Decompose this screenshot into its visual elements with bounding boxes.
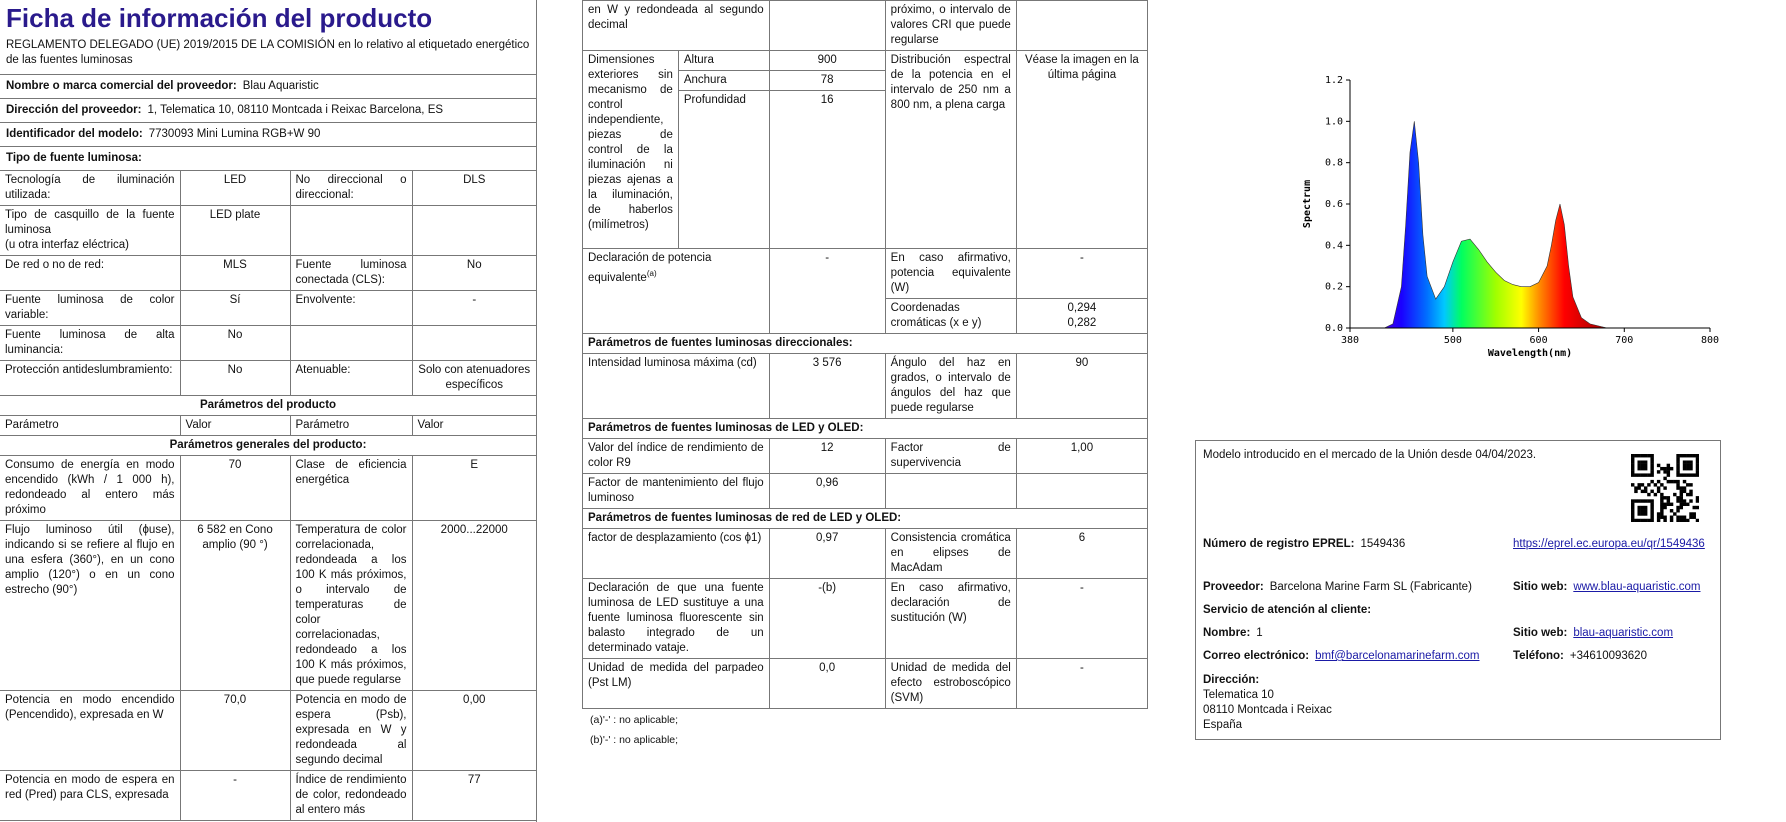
table-row — [0, 521, 536, 691]
table-cell: Factor de mantenimiento del flujo luminoso — [583, 473, 770, 508]
table-cell: 2000...22000 — [412, 521, 536, 691]
table-cell: MLS — [180, 256, 290, 291]
page-title: Ficha de información del producto — [6, 3, 433, 33]
eprel-service-heading: Servicio de atención al cliente: — [1203, 604, 1372, 616]
table-cell: Consumo de energía en modo encendido (kWh / 1 000 h), redondeado al entero más próximo — [0, 456, 180, 521]
table-cell: Clase de eficiencia energética — [290, 456, 412, 521]
table-cell: 0,0 — [769, 658, 885, 708]
table-row — [0, 771, 536, 821]
y-tick-label: 0.0 — [1324, 323, 1343, 334]
equivalent-power-row: Declaración de potencia equivalente$^{(a)}$ - En caso afirmativo, potencia equivalente (W) - — [583, 248, 1148, 298]
table-cell: Tecnología de iluminación utilizada: — [0, 171, 180, 206]
x-tick-label: 600 — [1529, 335, 1548, 346]
table-cell: factor de desplazamiento (cos ϕ1) — [583, 528, 770, 578]
eprel-qr-link[interactable]: https://eprel.ec.europa.eu/qr/1549436 — [1513, 538, 1705, 550]
table-cell — [412, 206, 536, 256]
table-cell — [885, 473, 1016, 508]
chromaticity-row: Coordenadas cromáticas (x e y) 0,294 0,282 — [583, 298, 1148, 333]
table-cell: Protección antideslumbramiento: — [0, 361, 180, 396]
table-cell: 0,97 — [769, 528, 885, 578]
dimensions-row: Dimensiones exteriores sin mecanismo de control independiente, piezas de control de la iluminación ni piezas ajenas a la iluminación, de haberlos (milímetros) Altura 900 Distribución espectral de la potencia en el intervalo de 250 nm a 800 nm, a plena carga Véase la imagen en la última página — [583, 51, 1148, 71]
y-axis-label: Spectrum — [1302, 179, 1313, 229]
email-link[interactable]: bmf@barcelonamarinefarm.com — [1315, 650, 1480, 662]
y-tick-label: 0.6 — [1324, 199, 1343, 210]
product-info-sheet-middle — [582, 0, 1148, 751]
table-cell: - — [412, 291, 536, 326]
spectrum-chart-svg — [1290, 60, 1760, 390]
table-row — [0, 206, 536, 256]
table-cell: DLS — [412, 171, 536, 206]
table-cell: LED plate — [180, 206, 290, 256]
directional-row: Intensidad luminosa máxima (cd) 3 576 Ángulo del haz en grados, o intervalo de ángulos del haz que puede regularse 90 — [583, 353, 1148, 418]
supplier-row: Nombre o marca comercial del proveedor: Blau Aquaristic — [0, 75, 536, 99]
eprel-phone: Teléfono: +34610093620 — [1513, 650, 1647, 662]
table-cell: De red o no de red: — [0, 256, 180, 291]
table-cell: 77 — [412, 771, 536, 821]
x-tick-label: 380 — [1340, 335, 1360, 346]
table-cell: LED — [180, 171, 290, 206]
middle-parameters-table — [582, 0, 1148, 709]
eprel-registration: Número de registro EPREL: 1549436 — [1203, 538, 1406, 550]
table-cell: 6 582 en Cono amplio (90 °) — [180, 521, 290, 691]
table-cell — [290, 206, 412, 256]
table-row — [583, 473, 1148, 508]
led-title-row: Parámetros de fuentes luminosas de LED y OLED: — [583, 418, 1148, 438]
table-cell: Temperatura de color correlacionada, redondeada a los 100 K más próximos, o intervalo de temperaturas de color correlacionadas, redondeado a los 100 K más próximos, que puede regularse — [290, 521, 412, 691]
table-cell: Potencia en modo de espera en red (Pred) para CLS, expresada — [0, 771, 180, 821]
table-cell: 70 — [180, 456, 290, 521]
eprel-address: Dirección: Telematica 10 08110 Montcada i Reixac España — [1203, 674, 1332, 731]
table-row — [583, 528, 1148, 578]
eprel-website: Sitio web: www.blau-aquaristic.com — [1513, 581, 1701, 593]
table-cell: Solo con atenuadores específicos — [412, 361, 536, 396]
table-cell: Unidad de medida del efecto estroboscópico (SVM) — [885, 658, 1016, 708]
table-cell: 70,0 — [180, 691, 290, 771]
table-cell: Valor del índice de rendimiento de color R9 — [583, 438, 770, 473]
x-axis-label: Wavelength(nm) — [1487, 348, 1573, 359]
model-row: Identificador del modelo: 7730093 Mini Lumina RGB+W 90 — [0, 123, 536, 147]
x-tick-label: 800 — [1700, 335, 1720, 346]
table-cell: 1,00 — [1016, 438, 1147, 473]
footnote-a: (a)'-' : no aplicable; — [590, 713, 679, 726]
table-cell: No — [180, 326, 290, 361]
table-row — [583, 658, 1148, 708]
service-website-link[interactable]: blau-aquaristic.com — [1573, 627, 1674, 639]
table-row — [583, 438, 1148, 473]
table-cell — [1016, 473, 1147, 508]
table-row — [0, 171, 536, 206]
table-cell — [412, 326, 536, 361]
general-params-title-row: Parámetros generales del producto: — [0, 436, 536, 456]
table-cell: Potencia en modo encendido (Pencendido), expresada en W — [0, 691, 180, 771]
params-title-row: Parámetros del producto — [0, 396, 536, 416]
table-cell: Unidad de medida del parpadeo (Pst LM) — [583, 658, 770, 708]
type-heading: Tipo de fuente luminosa: — [6, 152, 142, 164]
table-cell: 12 — [769, 438, 885, 473]
y-tick-label: 1.0 — [1324, 116, 1343, 128]
spectrum-chart — [1290, 60, 1760, 390]
table-cell: 0,96 — [769, 473, 885, 508]
table-cell — [290, 326, 412, 361]
table-cell: - — [1016, 658, 1147, 708]
table-cell: 6 — [1016, 528, 1147, 578]
table-cell: - — [180, 771, 290, 821]
eprel-service-website: Sitio web: blau-aquaristic.com — [1513, 627, 1674, 639]
table-cell: No direccional o direccional: — [290, 171, 412, 206]
regulation-text: REGLAMENTO DELEGADO (UE) 2019/2015 DE LA COMISIÓN en lo relativo al etiquetado energético de las fuentes luminosas — [0, 34, 536, 75]
eprel-provider: Proveedor: Barcelona Marine Farm SL (Fabricante) — [1203, 581, 1472, 593]
y-tick-label: 0.8 — [1324, 157, 1343, 169]
dimension-depth-row: Profundidad 16 — [583, 91, 1148, 111]
eprel-box — [1195, 440, 1721, 740]
table-cell: Factor de supervivencia — [885, 438, 1016, 473]
table-row — [583, 578, 1148, 658]
product-info-sheet-left — [0, 0, 537, 822]
website-link[interactable]: www.blau-aquaristic.com — [1573, 581, 1701, 593]
dimension-width-row: Anchura 78 — [583, 71, 1148, 91]
x-tick-label: 700 — [1615, 335, 1634, 346]
table-cell: Índice de rendimiento de color, redondeado al entero más — [290, 771, 412, 821]
table-cell: Declaración de que una fuente luminosa de LED sustituye a una fuente luminosa fluorescente sin balasto integrado de un determinado vataje. — [583, 578, 770, 658]
table-row — [0, 691, 536, 771]
table-row: en W y redondeada al segundo decimal próximo, o intervalo de valores CRI que puede regularse — [583, 1, 1148, 51]
eprel-contact-name: Nombre: 1 — [1203, 627, 1263, 639]
table-row — [0, 456, 536, 521]
table-cell: Fuente luminosa conectada (CLS): — [290, 256, 412, 291]
y-tick-label: 0.2 — [1324, 281, 1343, 293]
table-row — [0, 256, 536, 291]
table-cell: Atenuable: — [290, 361, 412, 396]
table-cell: No — [412, 256, 536, 291]
table-cell: Sí — [180, 291, 290, 326]
table-cell: Fuente luminosa de color variable: — [0, 291, 180, 326]
table-cell: E — [412, 456, 536, 521]
table-cell: Consistencia cromática en elipses de MacAdam — [885, 528, 1016, 578]
directional-title-row: Parámetros de fuentes luminosas direccionales: — [583, 333, 1148, 353]
address-row: Dirección del proveedor: 1, Telematica 10, 08110 Montcada i Reixac Barcelona, ES — [0, 99, 536, 123]
eprel-email: Correo electrónico: bmf@barcelonamarinefarm.com — [1203, 650, 1480, 662]
table-cell: Tipo de casquillo de la fuente luminosa (u otra interfaz eléctrica) — [0, 206, 180, 256]
qr-code-icon[interactable] — [1631, 454, 1699, 522]
table-cell: No — [180, 361, 290, 396]
table-cell: -(b) — [769, 578, 885, 658]
y-tick-label: 1.2 — [1324, 75, 1343, 86]
spectrum-area — [1350, 121, 1710, 328]
x-tick-label: 500 — [1443, 335, 1462, 346]
table-cell: Envolvente: — [290, 291, 412, 326]
table-row — [0, 361, 536, 396]
y-tick-label: 0.4 — [1324, 240, 1343, 252]
eprel-intro: Modelo introducido en el mercado de la Unión desde 04/04/2023. — [1203, 449, 1537, 461]
table-cell: Flujo luminoso útil (ϕuse), indicando si se refiere al flujo en una esfera (360°), en un cono amplio (120°) o en un cono estrecho (90°) — [0, 521, 180, 691]
table-cell: Potencia en modo de espera (Psb), expresada en W y redondeada al segundo decimal — [290, 691, 412, 771]
footnote-b: (b)'-' : no aplicable; — [590, 733, 679, 746]
table-cell: Fuente luminosa de alta luminancia: — [0, 326, 180, 361]
table-row — [0, 326, 536, 361]
mains-title-row: Parámetros de fuentes luminosas de red de LED y OLED: — [583, 508, 1148, 528]
table-cell: 0,00 — [412, 691, 536, 771]
light-source-type-table — [0, 170, 536, 821]
params-header-row: Parámetro Valor Parámetro Valor — [0, 416, 536, 436]
table-row — [0, 291, 536, 326]
table-cell: En caso afirmativo, declaración de sustitución (W) — [885, 578, 1016, 658]
table-cell: - — [1016, 578, 1147, 658]
